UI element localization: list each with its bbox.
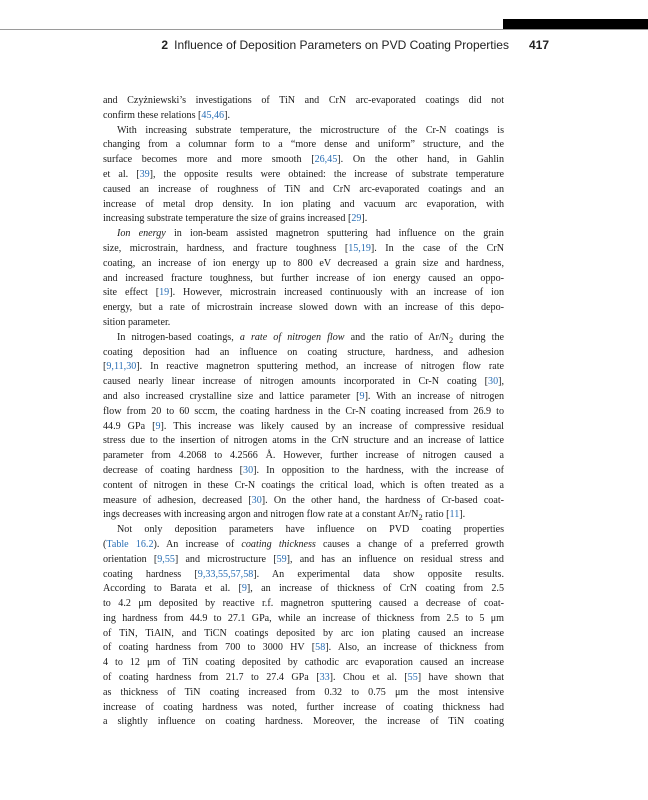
text-run: With increasing substrate temperature, the microstructure of the Cr-N coatings is	[117, 124, 504, 136]
citation-link[interactable]: 19	[159, 287, 170, 299]
text-run: and the ratio of Ar/N	[344, 331, 449, 343]
text-run: ].	[224, 109, 230, 121]
text-line	[103, 212, 504, 227]
text-run: According to Barata et al. [	[103, 583, 242, 595]
text-run: ings decreases with increasing argon and nitrogen flow rate at a constant Ar/N	[103, 509, 419, 521]
text-run: flow from 20 to 60 sccm, the coating hardness in the Cr-N coating increased from 26.9 to	[103, 405, 504, 417]
text-run: ]. This increase was likely caused by an increase of compressive residual	[160, 420, 504, 432]
text-run: ]. On the other hand, in Gahlin	[337, 154, 505, 166]
text-run: ]. An experimental data show opposite results.	[253, 568, 504, 580]
text-line	[103, 479, 504, 494]
citation-link[interactable]: 9,33,55,57,58	[197, 568, 254, 580]
text-line	[103, 405, 504, 420]
citation-link[interactable]: 11	[449, 509, 460, 521]
citation-link[interactable]: 55	[407, 672, 418, 684]
text-run: [	[103, 361, 107, 373]
text-line	[103, 390, 504, 405]
italic-term: a rate of nitrogen flow	[239, 331, 345, 343]
text-line	[103, 715, 504, 730]
text-line	[103, 612, 504, 627]
text-line	[103, 686, 504, 701]
text-run: ing hardness from 44.9 to 27.1 GPa, while an increase of thickness from 2.5 to 5 μm	[103, 612, 504, 624]
text-run: 4 to 12 μm of TiN coating deposited by cathodic arc evaporation caused an increase	[103, 657, 504, 669]
text-run: and Czyżniewski’s investigations of TiN and CrN arc-evaporated coatings did not	[103, 95, 504, 106]
text-line	[103, 331, 504, 346]
text-line	[103, 242, 504, 257]
text-run: energy, but a rate of microstrain increase slowed down with an increase of this depo-	[103, 302, 504, 314]
citation-link[interactable]: 9	[155, 420, 161, 432]
text-run: to 4.2 μm deposited by reactive r.f. magnetron sputtering caused a decrease of coat-	[103, 598, 504, 610]
text-run: (	[103, 538, 107, 550]
text-run: ]. On the other hand, the hardness of Cr-based coat-	[261, 494, 504, 506]
text-line	[103, 582, 504, 597]
text-run: ] and microstructure [	[174, 553, 277, 565]
text-run: size, microstrain, hardness, and fracture toughness [	[103, 242, 349, 254]
page-number: 417	[528, 38, 549, 52]
text-line	[103, 286, 504, 301]
citation-link[interactable]: 59	[276, 553, 287, 565]
text-line	[103, 227, 504, 242]
text-run: coating hardness [	[103, 568, 198, 580]
text-run: ]. Chou et al. [	[329, 672, 408, 684]
text-line	[103, 375, 504, 390]
text-run: of coating hardness from 700 to 3000 HV [	[103, 642, 316, 654]
text-run: ]. Also, an increase of thickness from	[325, 642, 504, 654]
text-line	[103, 198, 504, 213]
text-run: a slightly influence on coating hardness. Moreover, the increase of TiN coating	[103, 716, 504, 728]
text-run: ]. In opposition to the hardness, with the increase of	[253, 464, 504, 476]
text-line	[103, 124, 504, 139]
text-line	[103, 641, 504, 656]
citation-link[interactable]: 39	[139, 168, 150, 180]
text-line	[103, 257, 504, 272]
text-run: ], the opposite results were obtained: the increase of substrate temperature	[149, 168, 504, 180]
text-line	[103, 656, 504, 671]
text-line	[103, 360, 504, 375]
text-run: surface becomes more and more smooth [	[103, 154, 315, 166]
text-line	[103, 597, 504, 612]
text-run: caused nearly linear increase of nitrogen amounts incorporated in Cr-N coating [	[103, 376, 489, 388]
text-run: ]. In the case of the CrN	[370, 242, 504, 254]
citation-link[interactable]: 58	[315, 642, 326, 654]
italic-term: Ion energy	[117, 228, 166, 240]
text-line	[103, 508, 504, 523]
text-run: and also increased crystalline size and lattice parameter [	[103, 390, 360, 402]
text-run: increase of coating hardness was noted, further increase of coating thickness had	[103, 701, 504, 713]
text-run: ]. However, microstrain increased continuously with an increase of ion	[169, 287, 504, 299]
running-head	[0, 37, 549, 53]
text-run: et al. [	[103, 168, 140, 180]
text-line	[103, 701, 504, 716]
text-run: site effect [	[103, 287, 160, 299]
subscript: 2	[418, 513, 423, 523]
text-run: measure of adhesion, decreased [	[103, 494, 252, 506]
citation-link[interactable]: 45,46	[201, 109, 225, 121]
citation-link[interactable]: 9,11,30	[106, 361, 137, 373]
text-line	[103, 183, 504, 198]
text-run: ]. In reactive magnetron sputtering method, an increase of nitrogen flow rate	[136, 361, 504, 373]
text-line	[103, 420, 504, 435]
chapter-title: Influence of Deposition Parameters on PVD Coating Properties	[174, 38, 509, 52]
text-run: ].	[459, 509, 466, 521]
citation-link[interactable]: 26,45	[314, 154, 338, 166]
text-run: of coating hardness from 21.7 to 27.4 GPa [	[103, 672, 320, 684]
text-line	[103, 316, 504, 331]
text-run: during the	[453, 331, 505, 343]
text-run: increase of metal drop density. In ion plating and vacuum arc evaporation, with	[103, 198, 504, 210]
text-line	[103, 568, 504, 583]
chapter-number: 2	[161, 38, 169, 52]
citation-link[interactable]: 9	[241, 583, 247, 595]
text-line	[103, 553, 504, 568]
text-run: coating, an increase of ion energy up to 800 eV decreased a grain size and hardness,	[103, 257, 504, 269]
text-run: of TiN, TiAlN, and TiCN coatings deposited by arc ion plating caused an increase	[103, 627, 504, 639]
citation-link[interactable]: 9	[359, 390, 365, 402]
text-line	[103, 272, 504, 287]
text-run: and increased fracture toughness, but further increase of ion energy caused an oppo-	[103, 272, 504, 284]
text-line	[103, 538, 504, 553]
text-run: caused an increase of roughness of TiN and CrN arc-evaporated coatings and an	[103, 183, 504, 195]
text-run: parameter from 4.2068 to 4.2566 Å. However, further increase of nitrogen caused a	[103, 450, 504, 462]
text-line	[103, 464, 504, 479]
text-run: coating deposition had an influence on coating structure, hardness, and adhesion	[103, 346, 504, 358]
citation-link[interactable]: Table 16.2	[106, 538, 154, 550]
text-line	[103, 153, 504, 168]
text-run: ]. With an increase of nitrogen	[364, 390, 504, 402]
text-run: ], and has an influence on residual stress and	[286, 553, 504, 565]
text-run: ].	[361, 213, 368, 225]
text-line	[103, 671, 504, 686]
text-line	[103, 138, 504, 153]
text-run: ] have shown that	[417, 672, 504, 684]
text-line	[103, 346, 504, 361]
text-run: causes a change of a preferred growth	[315, 538, 504, 550]
text-run: In nitrogen-based coatings,	[117, 331, 240, 343]
text-run: increasing substrate temperature the size of grains increased [	[103, 213, 352, 225]
text-line	[103, 109, 504, 124]
citation-link[interactable]: 29	[351, 213, 362, 225]
citation-link[interactable]: 30	[488, 376, 499, 388]
text-line	[103, 94, 504, 109]
body-text	[103, 94, 504, 730]
text-run: changing from a columnar form to a “more dense and uniform” structure, and the	[103, 139, 504, 151]
text-run: 44.9 GPa [	[103, 420, 156, 432]
citation-link[interactable]: 30	[251, 494, 262, 506]
header-rule	[0, 29, 648, 30]
text-run: decrease of coating hardness [	[103, 464, 244, 476]
text-run: sition parameter.	[103, 316, 171, 328]
text-run: orientation [	[103, 553, 158, 565]
text-run: confirm these relations [	[103, 109, 202, 121]
text-line	[103, 494, 504, 509]
text-run: ],	[498, 376, 504, 388]
text-line	[103, 449, 504, 464]
text-run: as thickness of TiN coating increased from 0.32 to 0.75 μm the most intensive	[103, 686, 504, 698]
text-run: in ion-beam assisted magnetron sputtering had influence on the grain	[165, 228, 504, 240]
text-line	[103, 627, 504, 642]
citation-link[interactable]: 9,55	[157, 553, 175, 565]
subscript: 2	[448, 335, 454, 345]
text-line	[103, 301, 504, 316]
text-run: Not only deposition parameters have influence on PVD coating properties	[117, 524, 504, 536]
italic-term: coating thickness	[241, 538, 316, 550]
text-run: ). An increase of	[153, 538, 242, 550]
text-line	[103, 523, 504, 538]
text-run: ], an increase of thickness of CrN coating from 2.5	[246, 583, 504, 595]
text-line	[103, 168, 504, 183]
text-line	[103, 434, 504, 449]
citation-link[interactable]: 33	[319, 672, 330, 684]
text-run: stress due to the insertion of nitrogen atoms in the CrN structure and an increase of lattice	[103, 435, 504, 447]
citation-link[interactable]: 30	[243, 464, 254, 476]
citation-link[interactable]: 15,19	[348, 242, 371, 254]
text-run: ratio [	[422, 509, 450, 521]
text-run: content of nitrogen in these Cr-N coatings the critical load, which is often treated as a	[103, 479, 504, 491]
